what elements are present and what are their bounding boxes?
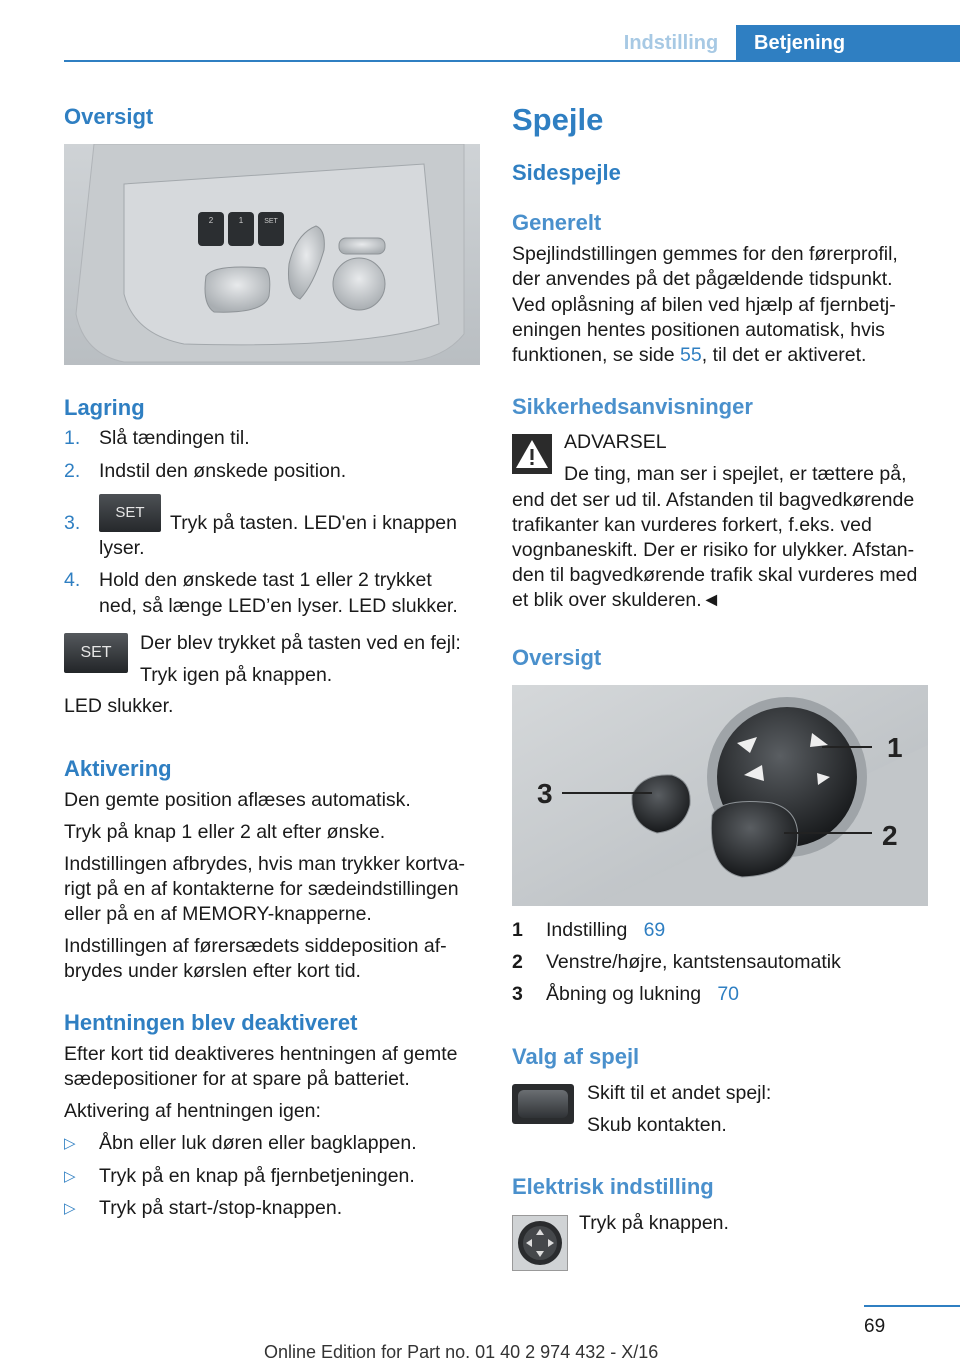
mirror-callout-3: 3 [537, 778, 553, 809]
warning-line-3: trafikanter kan vurderes forkert, f.eks. ved [512, 514, 872, 536]
legend-3-label: Åbning og lukning [546, 983, 702, 1005]
bullet-2-marker: ▷ [64, 1168, 76, 1185]
memory-buttons [198, 212, 284, 246]
set-button-image [64, 633, 128, 673]
warning-line-2: end det ser ud til. Afstanden til bagvedkørende [512, 489, 915, 511]
footer-edition-text: Online Edition for Part no. 01 40 2 974 432 - X/16 [264, 1342, 659, 1362]
heading-aktivering: Aktivering [64, 756, 172, 781]
legend-1-text [546, 918, 932, 944]
warning-line-6: et blik over skulderen.◄ [512, 589, 721, 611]
warning-line-5: den til bagvedkørende trafik skal vurderes med [512, 564, 918, 586]
generelt-line-4: eningen hentes positionen automatisk, hvis [512, 319, 885, 341]
page-link-70[interactable]: 70 [717, 983, 740, 1005]
aktivering-line-2: Tryk på knap 1 eller 2 alt efter ønske. [64, 821, 386, 843]
step-3-number: 3. [64, 512, 81, 534]
step-3-text-cont: lyser. [99, 537, 145, 559]
memory-button-2-label: 2 [208, 216, 214, 225]
step-4-text-cont: ned, så længe LED’en lyser. LED slukker. [99, 595, 458, 617]
generelt-line-1: Spejlindstillingen gemmes for den førerprofil, [512, 243, 898, 265]
memory-button-1-label: 1 [238, 216, 244, 225]
hentning-line-3: Aktivering af hentningen igen: [64, 1100, 321, 1122]
legend-2-text: Venstre/højre, kantstensautomatik [546, 951, 841, 973]
header-tab-indstilling: Indstilling [623, 32, 719, 54]
heading-lagring: Lagring [64, 395, 145, 420]
hentning-line-1: Efter kort tid deaktiveres hentningen af gemte [64, 1043, 458, 1065]
hentning-line-2: sædepositioner for at spare på batteriet. [64, 1068, 410, 1090]
page-link-55[interactable]: 55 [680, 344, 702, 366]
bullet-1-text: Åbn eller luk døren eller bagklappen. [99, 1132, 417, 1154]
elektrisk-text: Tryk på knappen. [579, 1212, 729, 1234]
set-button-image-label: SET [80, 644, 112, 661]
step-2-text: Indstil den ønskede position. [99, 460, 347, 482]
bullet-2-text: Tryk på en knap på fjernbetjeningen. [99, 1165, 415, 1187]
error-text-2: Tryk igen på knappen. [140, 664, 333, 686]
heading-oversigt: Oversigt [64, 104, 154, 129]
aktivering-line-7: brydes under kørslen efter kort tid. [64, 960, 361, 982]
heading-sikkerhed: Sikkerhedsanvisninger [512, 394, 753, 419]
page-link-69[interactable]: 69 [643, 919, 666, 941]
step-3-text: Tryk på tasten. LED'en i knappen [170, 512, 457, 534]
warning-line-1: De ting, man ser i spejlet, er tættere på, [564, 463, 907, 485]
set-button-icon-label: SET [115, 504, 145, 521]
heading-sidespejle: Sidespejle [512, 160, 621, 185]
mirror-switch-image [512, 1084, 574, 1124]
mirror-callout-2: 2 [882, 820, 898, 851]
step-1-text: Slå tændingen til. [99, 427, 250, 449]
generelt-line-3: Ved oplåsning af bilen ved hjælp af fjernbetj- [512, 294, 896, 316]
aktivering-line-1: Den gemte position aflæses automatisk. [64, 789, 411, 811]
legend-1-label: Indstilling [546, 919, 628, 941]
heading-elektrisk: Elektrisk indstilling [512, 1174, 714, 1199]
set-button-icon [99, 494, 161, 532]
seat-controls-image [64, 144, 480, 365]
warning-line-4: vognbaneskift. Der er risiko for ulykker. Afstan- [512, 539, 915, 561]
heading-oversigt-mirror: Oversigt [512, 645, 602, 670]
generelt-line-2: der anvendes på det pågældende tidspunkt. [512, 268, 893, 290]
step-4-number: 4. [64, 569, 81, 591]
bullet-3-marker: ▷ [64, 1200, 76, 1217]
aktivering-line-5: eller på en af MEMORY-knapperne. [64, 903, 372, 925]
generelt-line-5-a: funktionen, se side [512, 344, 681, 366]
valg-text-2: Skub kontakten. [587, 1114, 727, 1136]
aktivering-line-4: rigt på en af kontakterne for sædeindstillingen [64, 878, 459, 900]
heading-valg-af-spejl: Valg af spejl [512, 1044, 640, 1069]
mirror-adjust-button-image [512, 1215, 568, 1271]
warning-icon [512, 434, 552, 474]
footer-rule [864, 1305, 960, 1307]
heading-spejle: Spejle [512, 102, 604, 137]
bullet-1-marker: ▷ [64, 1135, 76, 1152]
step-4-text: Hold den ønskede tast 1 eller 2 trykket [99, 569, 432, 591]
generelt-line-5-b: , til det er aktiveret. [701, 344, 867, 366]
page-number: 69 [864, 1316, 886, 1337]
header-tab-betjening: Betjening [736, 25, 960, 61]
header-rule [64, 60, 960, 62]
step-1-number: 1. [64, 427, 81, 449]
aktivering-line-6: Indstillingen af førersædets siddeposition af- [64, 935, 447, 957]
bullet-3-text: Tryk på start-/stop-knappen. [99, 1197, 343, 1219]
legend-3-text [546, 982, 932, 1008]
mirror-controls-image [512, 685, 928, 906]
valg-text-1: Skift til et andet spejl: [587, 1082, 772, 1104]
mirror-callout-1: 1 [887, 732, 903, 763]
error-text-1: Der blev trykket på tasten ved en fejl: [140, 632, 461, 654]
led-off-text: LED slukker. [64, 695, 174, 717]
heading-hentning: Hentningen blev deaktiveret [64, 1010, 358, 1035]
aktivering-line-3: Indstillingen afbrydes, hvis man trykker kortva- [64, 853, 465, 875]
legend-3-number: 3 [512, 983, 523, 1005]
generelt-line-5 [512, 343, 932, 369]
legend-1-number: 1 [512, 919, 523, 941]
warning-label: ADVARSEL [564, 431, 667, 453]
heading-generelt: Generelt [512, 210, 602, 235]
step-2-number: 2. [64, 460, 81, 482]
legend-2-number: 2 [512, 951, 523, 973]
memory-button-set-label: SET [264, 218, 278, 225]
